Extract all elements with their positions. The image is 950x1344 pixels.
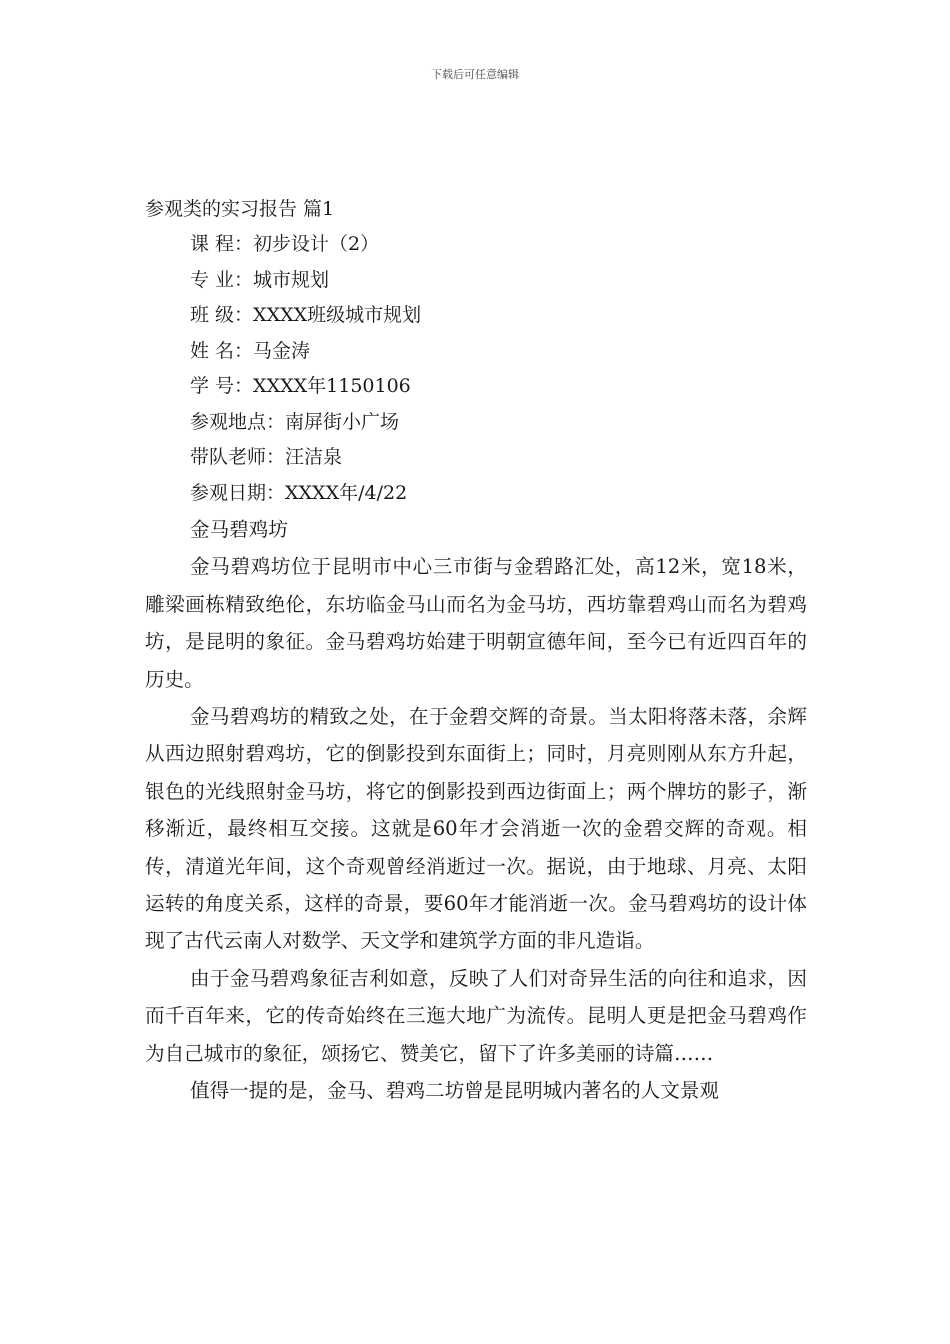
- paragraph: 金马碧鸡坊的精致之处，在于金碧交辉的奇景。当太阳将落未落，余辉从西边照射碧鸡坊，它的倒影投到东面街上；同时，月亮则刚从东方升起，银色的光线照射金马坊，将它的倒影投到西边街面上；两个牌坊的影子，渐移渐近，最终相互交接。这就是60年才会消逝一次的金碧交辉的奇观。相传，清道光年间，这个奇观曾经消逝过一次。据说，由于地球、月亮、太阳运转的角度关系，这样的奇景，要60年才能消逝一次。金马碧鸡坊的设计体现了古代云南人对数学、天文学和建筑学方面的非凡造诣。: [145, 705, 807, 953]
- info-class: 班 级：XXXX班级城市规划: [190, 304, 422, 326]
- info-course: 课 程：初步设计（2）: [190, 233, 380, 255]
- info-teacher: 带队老师：汪洁泉: [190, 446, 343, 468]
- paragraph: 由于金马碧鸡象征吉利如意，反映了人们对奇异生活的向往和追求，因而千百年来，它的传奇始终在三迤大地广为流传。昆明人更是把金马碧鸡作为自己城市的象征，颂扬它、赞美它，留下了许多美丽的诗篇……: [145, 966, 807, 1065]
- info-location: 参观地点：南屏街小广场: [190, 410, 400, 433]
- paragraph: 值得一提的是，金马、碧鸡二坊曾是昆明城内著名的人文景观: [190, 1079, 720, 1103]
- info-name: 姓 名：马金涛: [190, 339, 311, 362]
- info-student-id: 学 号：XXXX年1150106: [190, 375, 411, 397]
- document-title: 参观类的实习报告 篇1: [145, 198, 335, 220]
- paragraph: 金马碧鸡坊位于昆明市中心三市街与金碧路汇处，高12米，宽18米，雕梁画栋精致绝伦，东坊临金马山而名为金马坊，西坊靠碧鸡山而名为碧鸡坊，是昆明的象征。金马碧鸡坊始建于明朝宣德年间，至今已有近四百年的历史。: [145, 555, 807, 691]
- section-title: 金马碧鸡坊: [190, 518, 288, 541]
- document-body: [145, 194, 807, 1110]
- header-note: 下载后可任意编辑: [431, 68, 519, 81]
- info-block: [145, 227, 807, 511]
- info-date: 参观日期：XXXX年/4/22: [190, 481, 408, 504]
- info-major: 专 业：城市规划: [190, 268, 330, 291]
